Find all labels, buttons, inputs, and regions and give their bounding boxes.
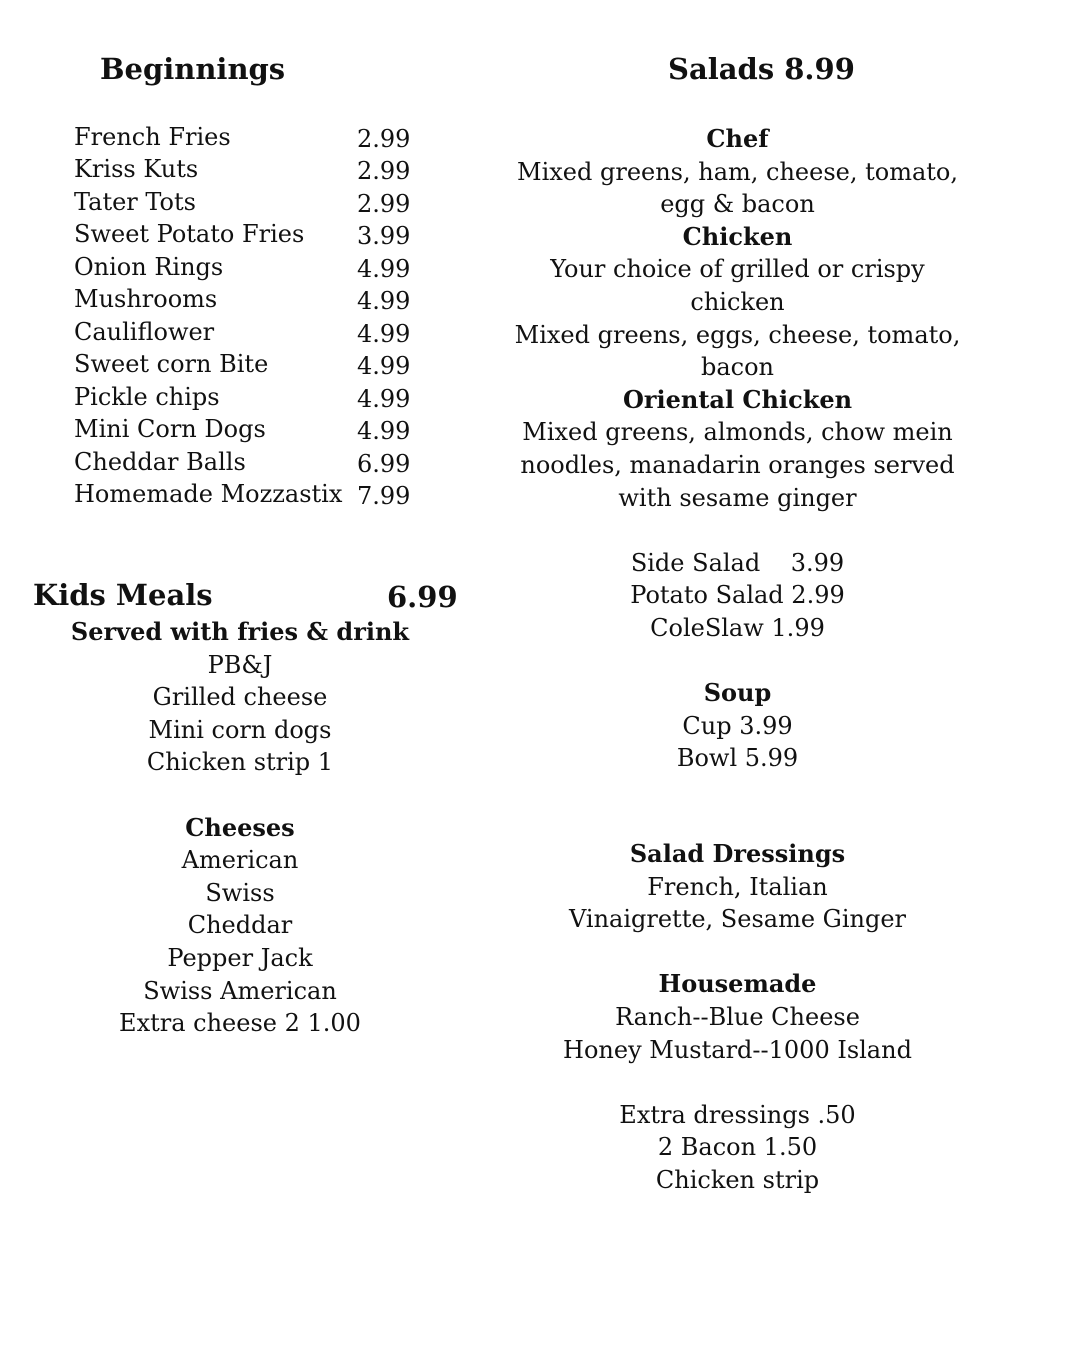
menu-item-price: 4.99 bbox=[357, 255, 411, 283]
menu-item-price: 7.99 bbox=[357, 482, 411, 510]
soup-item: Bowl 5.99 bbox=[676, 744, 799, 773]
kids-meals-section bbox=[40, 616, 440, 1040]
salad-chicken-title: Chicken bbox=[682, 221, 793, 251]
list-item: Cheddar bbox=[187, 911, 293, 940]
menu-item-name: Pickle chips bbox=[74, 383, 220, 411]
salad-description: chicken bbox=[690, 287, 785, 316]
kids-meals-subtitle: Served with fries & drink bbox=[70, 617, 410, 646]
salad-chef-title: Chef bbox=[706, 124, 769, 153]
list-item: American bbox=[181, 846, 299, 875]
menu-item-price: 4.99 bbox=[357, 352, 411, 380]
salad-description: noodles, manadarin oranges served bbox=[520, 450, 955, 479]
menu-item-price: 2.99 bbox=[357, 157, 411, 185]
list-item: Pepper Jack bbox=[167, 943, 313, 972]
menu-item-price: 6.99 bbox=[357, 450, 411, 478]
menu-item-name: Sweet Potato Fries bbox=[74, 220, 305, 248]
housemade-title: Housemade bbox=[658, 969, 817, 999]
menu-item-name: Sweet corn Bite bbox=[74, 350, 269, 378]
menu-item-name: Mini Corn Dogs bbox=[74, 415, 266, 443]
menu-item-name: French Fries bbox=[74, 123, 231, 151]
menu-item-name: Cheddar Balls bbox=[74, 448, 246, 476]
salad-description: Mixed greens, almonds, chow mein bbox=[522, 418, 953, 447]
menu-item-price: 4.99 bbox=[357, 417, 411, 445]
kids-meals-price: 6.99 bbox=[387, 580, 458, 614]
list-item: Extra cheese 2 1.00 bbox=[119, 1009, 361, 1038]
salads-section bbox=[500, 123, 975, 775]
dressings-section bbox=[500, 838, 975, 1197]
list-item: Mini corn dogs bbox=[148, 715, 332, 744]
beginnings-title: Beginnings bbox=[100, 52, 286, 86]
soup-title: Soup bbox=[703, 678, 772, 708]
menu-item-price: 4.99 bbox=[357, 287, 411, 315]
menu-item-name: Onion Rings bbox=[74, 253, 224, 281]
salad-dressings-title: Salad Dressings bbox=[629, 839, 846, 868]
salad-description: egg & bacon bbox=[660, 190, 815, 219]
dressing-item: Vinaigrette, Sesame Ginger bbox=[568, 905, 907, 934]
extra-item: Chicken strip bbox=[655, 1165, 820, 1194]
menu-item-price: 4.99 bbox=[357, 385, 411, 413]
side-item: ColeSlaw 1.99 bbox=[650, 613, 825, 642]
salad-oriental-title: Oriental Chicken bbox=[622, 384, 853, 414]
menu-item-name: Tater Tots bbox=[74, 188, 196, 216]
list-item: PB&J bbox=[207, 650, 273, 679]
salads-title: Salads 8.99 bbox=[668, 52, 855, 86]
salad-description: bacon bbox=[700, 353, 775, 382]
salad-description: Your choice of grilled or crispy bbox=[550, 255, 925, 284]
menu-item-price: 2.99 bbox=[357, 125, 411, 153]
menu-item-price: 3.99 bbox=[357, 222, 411, 250]
list-item: Chicken strip 1 bbox=[146, 748, 334, 777]
menu-item-price: 4.99 bbox=[357, 320, 411, 348]
menu-item-name: Cauliflower bbox=[74, 318, 215, 346]
list-item: Swiss bbox=[205, 878, 275, 907]
extra-item: Extra dressings .50 bbox=[619, 1100, 856, 1129]
extra-item: 2 Bacon 1.50 bbox=[657, 1133, 818, 1162]
salad-description: Mixed greens, ham, cheese, tomato, bbox=[517, 157, 958, 186]
list-item: Swiss American bbox=[143, 976, 337, 1005]
side-item: Side Salad 3.99 bbox=[630, 548, 845, 577]
soup-item: Cup 3.99 bbox=[682, 711, 793, 740]
salad-description: with sesame ginger bbox=[618, 483, 857, 512]
dressing-item: French, Italian bbox=[647, 872, 828, 901]
menu-item-price: 2.99 bbox=[357, 190, 411, 218]
cheeses-title: Cheeses bbox=[185, 812, 295, 842]
salad-description: Mixed greens, eggs, cheese, tomato, bbox=[514, 320, 961, 349]
kids-meals-title: Kids Meals bbox=[33, 578, 213, 612]
dressing-item: Honey Mustard--1000 Island bbox=[563, 1035, 912, 1064]
menu-item-name: Kriss Kuts bbox=[74, 155, 199, 183]
dressing-item: Ranch--Blue Cheese bbox=[615, 1002, 860, 1031]
menu-item-name: Homemade Mozzastix bbox=[74, 480, 343, 508]
menu-item-name: Mushrooms bbox=[74, 285, 218, 313]
side-item: Potato Salad 2.99 bbox=[630, 581, 845, 610]
list-item: Grilled cheese bbox=[152, 683, 328, 712]
